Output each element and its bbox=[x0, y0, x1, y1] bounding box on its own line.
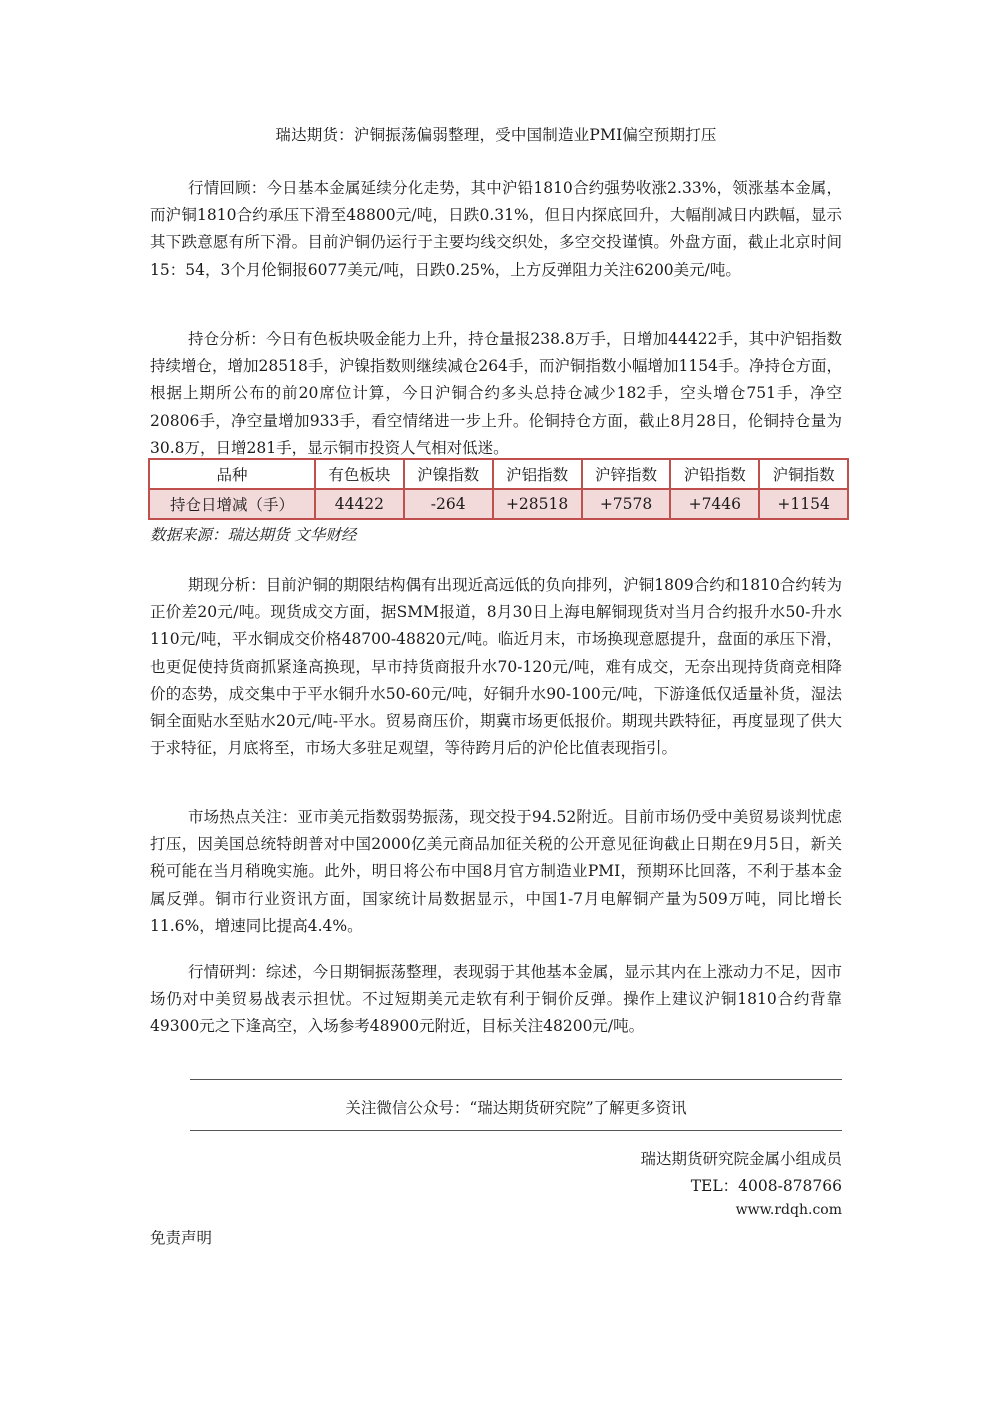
table-header-cell: 有色板块 bbox=[315, 459, 404, 489]
report-title: 瑞达期货：沪铜振荡偏弱整理，受中国制造业PMI偏空预期打压 bbox=[275, 126, 717, 144]
table-header-cell: 沪铜指数 bbox=[759, 459, 848, 489]
table-header-cell: 沪铅指数 bbox=[670, 459, 759, 489]
table-header-cell: 品种 bbox=[149, 459, 315, 489]
spot-futures-paragraph: 期现分析：目前沪铜的期限结构偶有出现近高远低的负向排列，沪铜1809合约和1810合约转为正价差20元/吨。现货成交方面，据SMM报道，8月30日上海电解铜现货对当月合约报升水50-升水110元/吨，平水铜成交价格48700-48820元/吨。临近月末，市场换现意愿提升，盘面的承压下滑，也更促使持货商抓紧逢高换现，早市持货商报升水70-120元/吨，难有成交，无奈出现持货商竞相降价的态势，成交集中于平水铜升水50-60元/吨，好铜升水90-100元/吨，下游逢低仅适量补货，湿法铜全面贴水至贴水20元/吨-平水。贸易商压价，期冀市场更低报价。期现共跌特征，再度显现了供大于求特征，月底将至，市场大多驻足观望，等待跨月后的沪伦比值表现指引。 bbox=[150, 576, 842, 758]
disclaimer-heading: 免责声明 bbox=[150, 1229, 213, 1247]
table-header-row bbox=[149, 459, 848, 489]
table-cell: +7446 bbox=[670, 489, 759, 519]
divider bbox=[190, 1130, 842, 1131]
table-cell: 持仓日增减（手） bbox=[149, 489, 315, 519]
divider bbox=[190, 1079, 842, 1080]
table-header-cell: 沪镍指数 bbox=[404, 459, 493, 489]
table-row bbox=[149, 489, 848, 519]
follow-wechat-text: 关注微信公众号：“瑞达期货研究院”了解更多资讯 bbox=[345, 1099, 687, 1117]
position-analysis-paragraph: 持仓分析：今日有色板块吸金能力上升，持仓量报238.8万手，日增加44422手，其中沪铝指数持续增仓，增加28518手，沪镍指数则继续减仓264手，而沪铜指数小幅增加1154手。净持仓方面，根据上期所公布的前20席位计算，今日沪铜合约多头总持仓减少182手，空头增仓751手，净空20806手，净空量增加933手，看空情绪进一步上升。伦铜持仓方面，截止8月28日，伦铜持仓量为30.8万，日增281手，显示铜市投资人气相对低迷。 bbox=[150, 330, 842, 457]
telephone: TEL：4008-878766 bbox=[690, 1177, 842, 1195]
position-change-table bbox=[148, 458, 849, 520]
outlook-paragraph: 行情研判：综述，今日期铜振荡整理，表现弱于其他基本金属，显示其内在上涨动力不足，因市场仍对中美贸易战表示担忧。不过短期美元走软有利于铜价反弹。操作上建议沪铜1810合约背靠49300元之下逢高空，入场参考48900元附近，目标关注48200元/吨。 bbox=[150, 963, 842, 1036]
hotspots-paragraph: 市场热点关注：亚市美元指数弱势振荡，现交投于94.52附近。目前市场仍受中美贸易谈判忧虑打压，因美国总统特朗普对中国2000亿美元商品加征关税的公开意见征询截止日期在9月5日，新关税可能在当月稍晚实施。此外，明日将公布中国8月官方制造业PMI，预期环比回落，不利于基本金属反弹。铜市行业资讯方面，国家统计局数据显示，中国1-7月电解铜产量为509万吨，同比增长11.6%，增速同比提高4.4%。 bbox=[150, 808, 842, 935]
data-source-note: 数据来源：瑞达期货 文华财经 bbox=[150, 526, 357, 544]
website-link[interactable]: www.rdqh.com bbox=[735, 1202, 842, 1218]
table-cell: 44422 bbox=[315, 489, 404, 519]
team-signature: 瑞达期货研究院金属小组成员 bbox=[640, 1150, 842, 1168]
table-cell: +1154 bbox=[759, 489, 848, 519]
market-review-paragraph: 行情回顾：今日基本金属延续分化走势，其中沪铅1810合约强势收涨2.33%，领涨基本金属，而沪铜1810合约承压下滑至48800元/吨，日跌0.31%，但日内探底回升，大幅削减日内跌幅，显示其下跌意愿有所下滑。目前沪铜仍运行于主要均线交织处，多空交投谨慎。外盘方面，截止北京时间15：54，3个月伦铜报6077美元/吨，日跌0.25%，上方反弹阻力关注6200美元/吨。 bbox=[150, 179, 842, 279]
table-cell: +28518 bbox=[493, 489, 582, 519]
table-header-cell: 沪锌指数 bbox=[582, 459, 671, 489]
table-cell: +7578 bbox=[582, 489, 671, 519]
table-cell: -264 bbox=[404, 489, 493, 519]
table-header-cell: 沪铝指数 bbox=[493, 459, 582, 489]
